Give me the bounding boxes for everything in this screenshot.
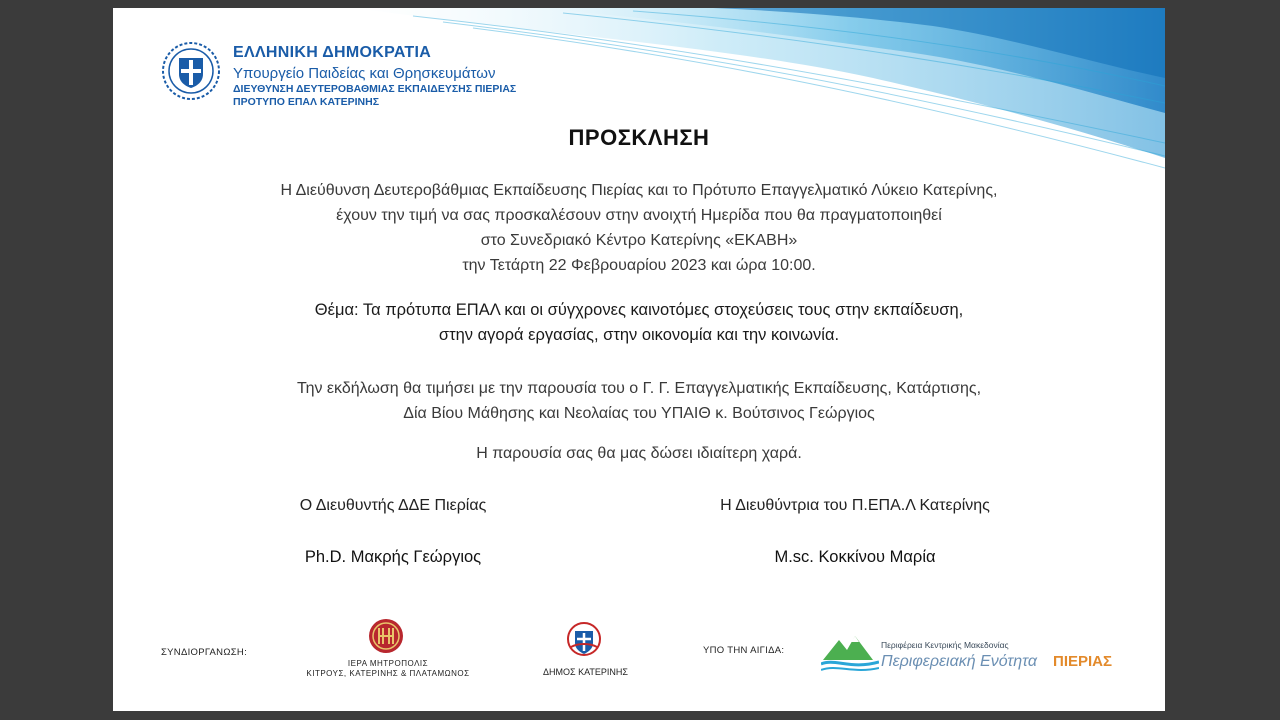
header-line-1: ΕΛΛΗΝΙΚΗ ΔΗΜΟΚΡΑΤΙΑ: [233, 44, 432, 61]
intro-line: στο Συνεδριακό Κέντρο Κατερίνης «ΕΚΑΒΗ»: [480, 232, 798, 249]
header-line-4: ΠΡΟΤΥΠΟ ΕΠΑΛ ΚΑΤΕΡΙΝΗΣ: [233, 96, 380, 108]
metropolis-line: ΙΕΡΑ ΜΗΤΡΟΠΟΛΙΣ: [347, 659, 429, 668]
page-title: ΠΡΟΣΚΛΗΣΗ: [568, 125, 710, 150]
invitation-document: [113, 8, 1165, 711]
intro-paragraph: [173, 178, 1105, 278]
region-mountain-logo-icon: [821, 630, 879, 674]
auspices-label: ΥΠΟ ΤΗΝ ΑΙΓΙΔΑ:: [703, 645, 785, 656]
region-title: Περιφέρεια Κεντρικής Μακεδονίας: [881, 640, 1009, 650]
greek-coat-of-arms-icon: [161, 41, 221, 101]
decorative-waves: [113, 8, 1165, 711]
intro-line: την Τετάρτη 22 Φεβρουαρίου 2023 και ώρα 10:00.: [462, 257, 816, 274]
topic-line: στην αγορά εργασίας, στην οικονομία και την κοινωνία.: [438, 326, 840, 344]
intro-line: Η Διεύθυνση Δευτεροβάθμιας Εκπαίδευσης Πιερίας και το Πρότυπο Επαγγελματικό Λύκειο Κατερίνης,: [280, 182, 998, 199]
header-line-2: Υπουργείο Παιδείας και Θρησκευμάτων: [233, 65, 496, 82]
signature-left-role: Ο Διευθυντής ΔΔΕ Πιερίας: [299, 497, 487, 514]
region-unit-label: Περιφερειακή Ενότητα: [881, 653, 1037, 670]
municipality-name: ΔΗΜΟΣ ΚΑΤΕΡΙΝΗΣ: [543, 667, 628, 677]
closing-line: Η παρουσία σας θα μας δώσει ιδιαίτερη χαρά.: [476, 445, 802, 462]
metropolis-line: ΚΙΤΡΟΥΣ, ΚΑΤΕΡΙΝΗΣ & ΠΛΑΤΑΜΩΝΟΣ: [306, 669, 470, 678]
region-unit-name: ΠΙΕΡΙΑΣ: [1053, 653, 1113, 670]
guest-paragraph: [173, 376, 1105, 426]
topic-paragraph: [173, 298, 1105, 348]
metropolis-name: [293, 659, 483, 679]
header-line-3: ΔΙΕΥΘΥΝΣΗ ΔΕΥΤΕΡΟΒΑΘΜΙΑΣ ΕΚΠΑΙΔΕΥΣΗΣ ΠΙΕΡΙΑΣ: [233, 83, 517, 95]
coorganization-label: ΣΥΝΔΙΟΡΓΑΝΩΣΗ:: [161, 647, 248, 658]
intro-line: έχουν την τιμή να σας προσκαλέσουν στην ανοιχτή Ημερίδα που θα πραγματοποιηθεί: [336, 207, 942, 224]
signature-right-role: Η Διευθύντρια του Π.ΕΠΑ.Λ Κατερίνης: [720, 497, 990, 514]
signature-left-name: Ph.D. Μακρής Γεώργιος: [304, 548, 482, 566]
topic-line: Θέμα: Τα πρότυπα ΕΠΑΛ και οι σύγχρονες καινοτόμες στοχεύσεις τους στην εκπαίδευση,: [314, 301, 964, 319]
municipality-crest-icon: [566, 621, 602, 661]
signature-right-name: M.sc. Κοκκίνου Μαρία: [774, 548, 936, 566]
guest-line: Δία Βίου Μάθησης και Νεολαίας του ΥΠΑΙΘ κ. Βούτσινος Γεώργιος: [403, 405, 875, 422]
guest-line: Την εκδήλωση θα τιμήσει με την παρουσία του ο Γ. Γ. Επαγγελματικής Εκπαίδευσης, Κατάρτισης,: [296, 380, 982, 397]
metropolis-logo-icon: [368, 618, 404, 654]
